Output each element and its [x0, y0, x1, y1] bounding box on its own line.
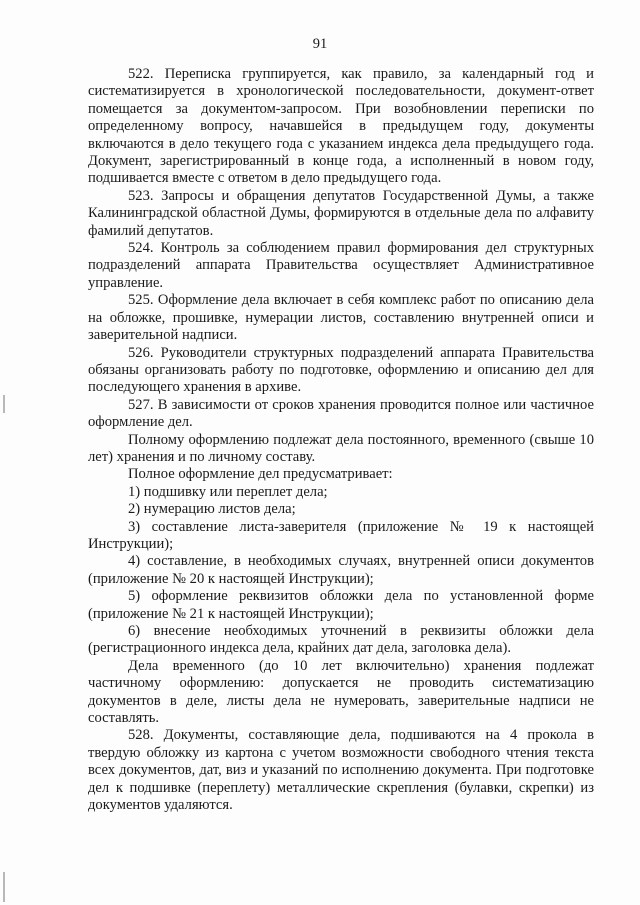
list-item-6: 6) внесение необходимых уточнений в реквизиты обложки дела (регистрационного индекса дела, крайних дат дела, заголовка дела).: [88, 623, 594, 657]
paragraph-524: 524. Контроль за соблюдением правил формирования дел структурных подразделений аппарата Правительства осуществляет Административное управление.: [88, 240, 594, 291]
paragraph-527: 527. В зависимости от сроков хранения проводится полное или частичное оформление дел.: [88, 396, 594, 431]
paragraph-522: 522. Переписка группируется, как правило, за календарный год и систематизируется в хронологической последовательности, документ-ответ помещается за документом-запросом. При возобновлении переписки по определенному вопросу, начавшейся в предыдущем году, документы включаются в дело текущего года с указанием индекса дела предыдущего года. Документ, зарегистрированный в конце года, а исполненный в новом году, подшивается вместе с ответом в дело предыдущего года.: [88, 66, 594, 187]
paragraph-528: 528. Документы, составляющие дела, подшиваются на 4 прокола в твердую обложку из картона с учетом возможности свободного чтения текста всех документов, дат, виз и указаний по исполнению документа. При подготовке дел к подшивке (переплету) металлические скрепления (булавки, скрепки) из документов удаляются.: [88, 727, 594, 814]
paragraph-partial-processing: Дела временного (до 10 лет включительно) хранения подлежат частичному оформлению: допускается не проводить систематизацию документов в деле, листы дела не нумеровать, заверительные надписи не составлять.: [88, 657, 594, 727]
page-number: 91: [312, 36, 328, 52]
paragraph-523: 523. Запросы и обращения депутатов Государственной Думы, а также Калининградской областной Думы, формируются в отдельные дела по алфавиту фамилий депутатов.: [88, 187, 594, 239]
scan-margin-mark: [3, 872, 5, 902]
list-item-3: 3) составление листа-заверителя (приложение № 19 к настоящей Инструкции);: [88, 518, 594, 552]
paragraph-full-processing: Полному оформлению подлежат дела постоянного, временного (свыше 10 лет) хранения и по личному составу.: [88, 431, 594, 465]
scan-margin-mark: [3, 395, 5, 413]
paragraph-526: 526. Руководители структурных подразделений аппарата Правительства обязаны организовать работу по подготовке, оформлению и описанию дел для последующего хранения в архиве.: [88, 344, 594, 396]
paragraph-full-processing-intro: Полное оформление дел предусматривает:: [128, 466, 393, 483]
document-body: [88, 66, 594, 814]
list-item-1: 1) подшивку или переплет дела;: [128, 483, 328, 500]
paragraph-525: 525. Оформление дела включает в себя комплекс работ по описанию дела на обложке, прошивке, нумерации листов, составлению внутренней описи и заверительной надписи.: [88, 292, 594, 344]
list-item-2: 2) нумерацию листов дела;: [128, 501, 296, 518]
list-item-5: 5) оформление реквизитов обложки дела по установленной форме (приложение № 21 к настоящей Инструкции);: [88, 588, 594, 622]
list-item-4: 4) составление, в необходимых случаях, внутренней описи документов (приложение № 20 к настоящей Инструкции);: [88, 553, 594, 587]
